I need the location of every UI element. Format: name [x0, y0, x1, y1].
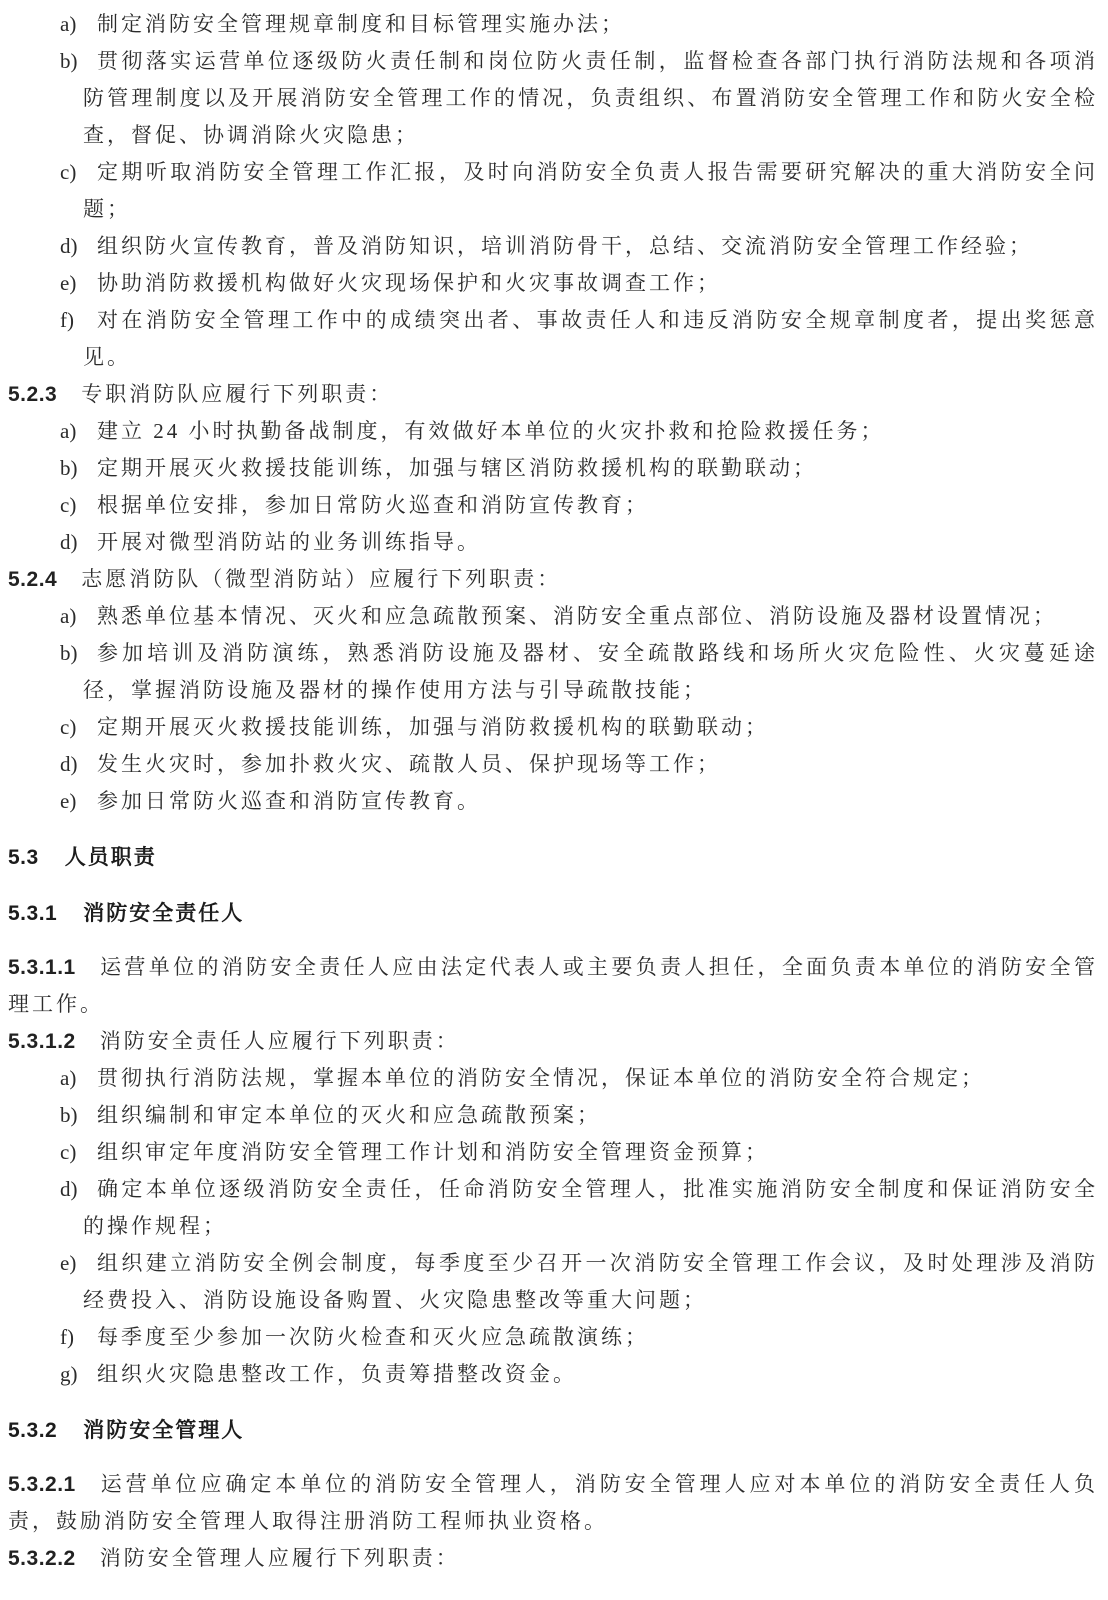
list-item-label: f) — [60, 308, 74, 332]
section-title: 人员职责 — [64, 846, 157, 869]
list-item — [8, 598, 1098, 635]
list-item-text: 开展对微型消防站的业务训练指导。 — [97, 530, 481, 554]
section-heading-5-3-2 — [8, 1412, 1098, 1449]
list-item — [8, 487, 1098, 524]
list-item — [8, 1060, 1098, 1097]
list-item — [8, 228, 1098, 265]
clause-number: 5.3.1.1 — [8, 956, 76, 979]
list-item-label: c) — [60, 493, 77, 517]
list-item-text: 组织防火宣传教育，普及消防知识，培训消防骨干，总结、交流消防安全管理工作经验； — [97, 234, 1033, 258]
clause-number: 5.3.2.2 — [8, 1547, 76, 1570]
clause-5-3-1-2 — [8, 1023, 1098, 1060]
list-item-text: 确定本单位逐级消防安全责任，任命消防安全管理人，批准实施消防安全制度和保证消防安全的操作规程； — [83, 1177, 1098, 1238]
list-item-text: 熟悉单位基本情况、灭火和应急疏散预案、消防安全重点部位、消防设施及器材设置情况； — [97, 604, 1057, 628]
list-item-text: 每季度至少参加一次防火检查和灭火应急疏散演练； — [97, 1325, 649, 1349]
list-item-label: a) — [60, 1066, 77, 1090]
list-item-label: a) — [60, 419, 77, 443]
list-item-text: 根据单位安排，参加日常防火巡查和消防宣传教育； — [97, 493, 649, 517]
list-item — [8, 1245, 1098, 1319]
list-item — [8, 1171, 1098, 1245]
list-item — [8, 43, 1098, 154]
list-item-text: 贯彻落实运营单位逐级防火责任制和岗位防火责任制，监督检查各部门执行消防法规和各项消防管理制度以及开展消防安全管理工作的情况，负责组织、布置消防安全管理工作和防火安全检查，督促、协调消除火灾隐患； — [83, 49, 1098, 147]
list-item — [8, 450, 1098, 487]
list-item-label: e) — [60, 1251, 77, 1275]
clause-number: 5.2.3 — [8, 383, 58, 406]
section-number: 5.3.1 — [8, 902, 58, 925]
list-item — [8, 1319, 1098, 1356]
list-item-text: 制定消防安全管理规章制度和目标管理实施办法； — [97, 12, 625, 36]
list-item — [8, 302, 1098, 376]
list-item-text: 定期开展灭火救援技能训练，加强与消防救援机构的联勤联动； — [97, 715, 769, 739]
list-item — [8, 1097, 1098, 1134]
list-item-label: e) — [60, 271, 77, 295]
list-item — [8, 524, 1098, 561]
clause-5-2-4 — [8, 561, 1098, 598]
list-item-text: 对在消防安全管理工作中的成绩突出者、事故责任人和违反消防安全规章制度者，提出奖惩意见。 — [83, 308, 1098, 369]
list-item — [8, 783, 1098, 820]
list-item-label: d) — [60, 530, 78, 554]
list-item — [8, 1356, 1098, 1393]
section-heading-5-3 — [8, 839, 1098, 876]
list-item-label: a) — [60, 604, 77, 628]
section-title: 消防安全责任人 — [83, 902, 245, 925]
clause-5-2-3 — [8, 376, 1098, 413]
list-item — [8, 413, 1098, 450]
list-item-text: 参加日常防火巡查和消防宣传教育。 — [97, 789, 481, 813]
section-title: 消防安全管理人 — [83, 1419, 245, 1442]
clause-number: 5.3.1.2 — [8, 1030, 76, 1053]
list-item-label: g) — [60, 1362, 78, 1386]
list-item-text: 贯彻执行消防法规，掌握本单位的消防安全情况，保证本单位的消防安全符合规定； — [97, 1066, 985, 1090]
list-item — [8, 1134, 1098, 1171]
section-heading-5-3-1 — [8, 895, 1098, 932]
list-item — [8, 746, 1098, 783]
clause-number: 5.2.4 — [8, 568, 58, 591]
section-number: 5.3 — [8, 846, 39, 869]
clause-text: 消防安全管理人应履行下列职责： — [99, 1546, 460, 1570]
list-item-label: b) — [60, 641, 78, 665]
list-item-label: e) — [60, 789, 77, 813]
list-item-text: 组织火灾隐患整改工作，负责筹措整改资金。 — [97, 1362, 577, 1386]
list-item-label: b) — [60, 1103, 78, 1127]
clause-text: 运营单位的消防安全责任人应由法定代表人或主要负责人担任，全面负责本单位的消防安全管理工作。 — [8, 955, 1098, 1016]
list-item-text: 发生火灾时，参加扑救火灾、疏散人员、保护现场等工作； — [97, 752, 721, 776]
list-item-label: c) — [60, 160, 77, 184]
clause-text: 消防安全责任人应履行下列职责： — [99, 1029, 460, 1053]
clause-text: 专职消防队应履行下列职责： — [81, 382, 394, 406]
list-item-text: 定期听取消防安全管理工作汇报，及时向消防安全负责人报告需要研究解决的重大消防安全问题； — [83, 160, 1098, 221]
clause-text: 运营单位应确定本单位的消防安全管理人，消防安全管理人应对本单位的消防安全责任人负责，鼓励消防安全管理人取得注册消防工程师执业资格。 — [8, 1472, 1098, 1533]
list-item-text: 建立 24 小时执勤备战制度，有效做好本单位的火灾扑救和抢险救援任务； — [97, 419, 885, 443]
list-item-text: 组织审定年度消防安全管理工作计划和消防安全管理资金预算； — [97, 1140, 769, 1164]
clause-text: 志愿消防队（微型消防站）应履行下列职责： — [81, 567, 562, 591]
list-item — [8, 6, 1098, 43]
clause-5-3-2-1 — [8, 1466, 1098, 1540]
list-item-text: 组织编制和审定本单位的灭火和应急疏散预案； — [97, 1103, 601, 1127]
list-item-label: c) — [60, 1140, 77, 1164]
clause-5-3-1-1 — [8, 949, 1098, 1023]
list-item-text: 协助消防救援机构做好火灾现场保护和火灾事故调查工作； — [97, 271, 721, 295]
list-item-label: b) — [60, 49, 78, 73]
list-item-label: a) — [60, 12, 77, 36]
section-number: 5.3.2 — [8, 1419, 58, 1442]
list-item-text: 参加培训及消防演练，熟悉消防设施及器材、安全疏散路线和场所火灾危险性、火灾蔓延途径，掌握消防设施及器材的操作使用方法与引导疏散技能； — [83, 641, 1098, 702]
clause-5-3-2-2 — [8, 1540, 1098, 1577]
list-item-label: f) — [60, 1325, 74, 1349]
list-item-text: 定期开展灭火救援技能训练，加强与辖区消防救援机构的联勤联动； — [97, 456, 817, 480]
list-item-label: d) — [60, 1177, 78, 1201]
list-item-label: c) — [60, 715, 77, 739]
list-item — [8, 265, 1098, 302]
list-item-label: d) — [60, 234, 78, 258]
list-item — [8, 154, 1098, 228]
list-item-label: d) — [60, 752, 78, 776]
list-item — [8, 635, 1098, 709]
clause-number: 5.3.2.1 — [8, 1473, 76, 1496]
list-item — [8, 709, 1098, 746]
list-item-text: 组织建立消防安全例会制度，每季度至少召开一次消防安全管理工作会议，及时处理涉及消防经费投入、消防设施设备购置、火灾隐患整改等重大问题； — [83, 1251, 1098, 1312]
list-item-label: b) — [60, 456, 78, 480]
